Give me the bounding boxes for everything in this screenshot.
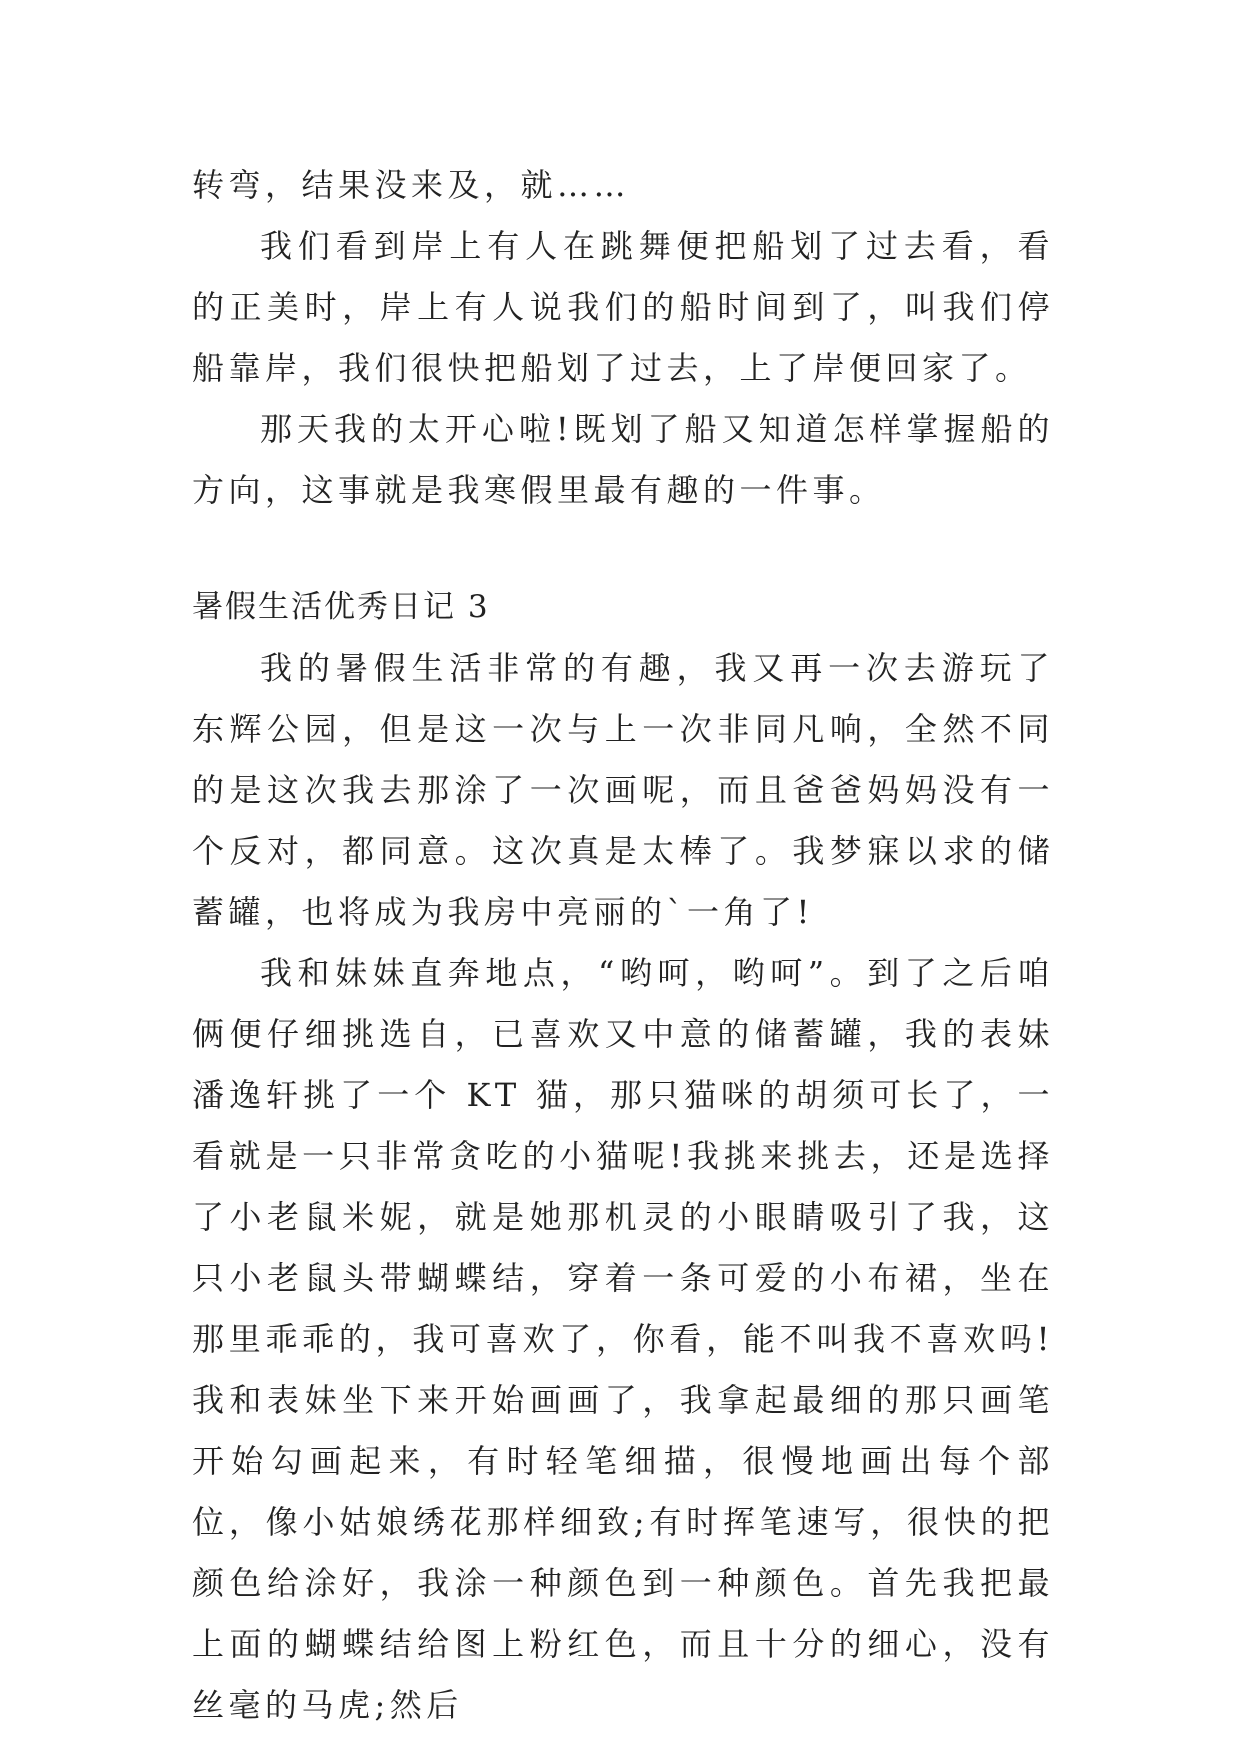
document-body	[192, 155, 1054, 1736]
paragraph-continuation: 转弯，结果没来及，就……	[192, 166, 631, 204]
paragraph-painting-piggybank: 我和妹妹直奔地点，“哟呵，哟呵”。到了之后咱俩便仔细挑选自，已喜欢又中意的储蓄罐，我的表妹潘逸轩挑了一个 KT 猫，那只猫咪的胡须可长了，一看就是一只非常贪吃的小猫呢!我挑来挑去，还是选择了小老鼠米妮，就是她那机灵的小眼睛吸引了我，这只小老鼠头带蝴蝶结，穿着一条可爱的小布裙，坐在那里乖乖的，我可喜欢了，你看，能不叫我不喜欢吗!我和表妹坐下来开始画画了，我拿起最细的那只画笔开始勾画起来，有时轻笔细描，很慢地画出每个部位，像小姑娘绣花那样细致;有时挥笔速写，很快的把颜色给涂好，我涂一种颜色到一种颜色。首先我把最上面的蝴蝶结给图上粉红色，而且十分的细心，没有丝毫的马虎;然后	[192, 954, 1054, 1724]
section-heading: 暑假生活优秀日记 3	[192, 589, 490, 625]
paragraph-summer-life: 我的暑假生活非常的有趣，我又再一次去游玩了东辉公园，但是这一次与上一次非同凡响，全然不同的是这次我去那涂了一次画呢，而且爸爸妈妈没有一个反对，都同意。这次真是太棒了。我梦寐以求的储蓄罐，也将成为我房中亮丽的`一角了!	[192, 649, 1054, 931]
paragraph-boat-dance: 我们看到岸上有人在跳舞便把船划了过去看，看的正美时，岸上有人说我们的船时间到了，叫我们停船靠岸，我们很快把船划了过去，上了岸便回家了。	[192, 227, 1054, 387]
paragraph-happy-day: 那天我的太开心啦!既划了船又知道怎样掌握船的方向，这事就是我寒假里最有趣的一件事。	[192, 410, 1054, 509]
